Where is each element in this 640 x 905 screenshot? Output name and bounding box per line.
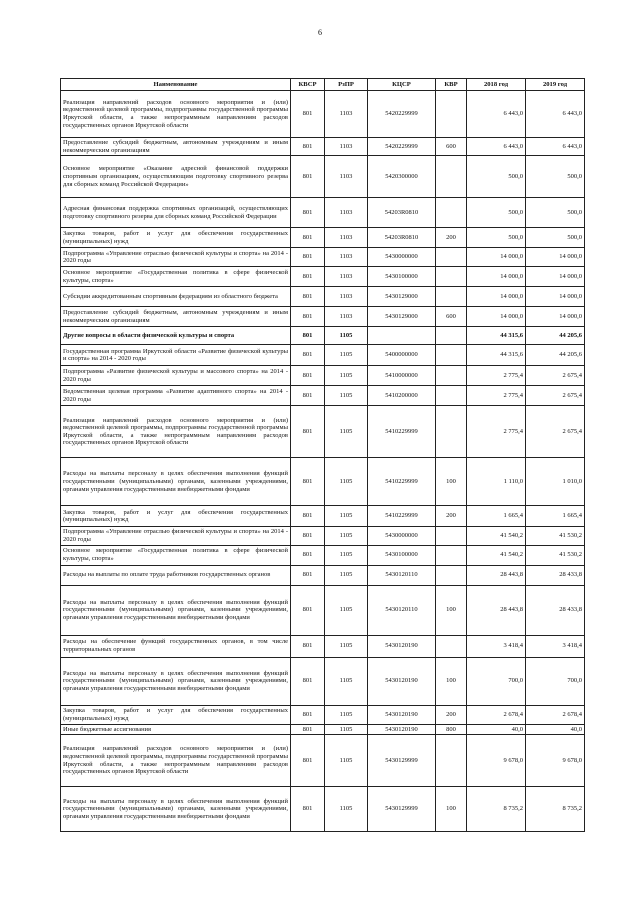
row-rzpr-cell: 1105	[325, 565, 368, 585]
header-kcsr: КЦСР	[368, 79, 436, 91]
row-rzpr-cell: 1105	[325, 585, 368, 635]
row-2019-cell: 2 675,4	[526, 406, 585, 458]
table-row	[61, 386, 585, 406]
row-name-cell: Закупка товаров, работ и услуг для обеспечения государственных (муниципальных) нужд	[61, 228, 291, 248]
row-kcsr-cell: 5420229999	[368, 91, 436, 138]
table-row	[61, 287, 585, 307]
row-kvsr-cell: 801	[291, 248, 325, 267]
row-kvr-cell	[436, 248, 467, 267]
row-kvr-cell: 200	[436, 705, 467, 724]
row-name-cell: Предоставление субсидий бюджетным, автономным учреждениям и иным некоммерческим организациям	[61, 307, 291, 327]
row-kcsr-cell: 5430000000	[368, 248, 436, 267]
table-row	[61, 724, 585, 735]
row-name-cell: Расходы на выплаты по оплате труда работников государственных органов	[61, 565, 291, 585]
row-kcsr-cell: 5430129999	[368, 787, 436, 832]
row-2019-cell: 6 443,0	[526, 91, 585, 138]
row-2018-cell: 3 418,4	[467, 635, 526, 657]
table-row	[61, 545, 585, 565]
row-name-cell: Реализация направлений расходов основного мероприятия и (или) ведомственной целевой программы, подпрограммы государственной программы Иркутской области, а также непрограммным направлениям расходов государственных органов Иркутской области	[61, 735, 291, 787]
budget-table	[60, 78, 585, 832]
table-row	[61, 657, 585, 705]
table-row	[61, 735, 585, 787]
header-kvsr: КВСР	[291, 79, 325, 91]
row-2019-cell: 44 205,6	[526, 327, 585, 345]
row-2019-cell: 9 678,0	[526, 735, 585, 787]
row-kvr-cell	[436, 198, 467, 228]
row-kvr-cell: 100	[436, 657, 467, 705]
row-2018-cell: 44 315,6	[467, 345, 526, 366]
row-2019-cell: 3 418,4	[526, 635, 585, 657]
row-kvsr-cell: 801	[291, 527, 325, 545]
row-kcsr-cell: 54203R0810	[368, 228, 436, 248]
row-rzpr-cell: 1105	[325, 345, 368, 366]
row-2019-cell: 6 443,0	[526, 138, 585, 156]
row-2018-cell: 2 775,4	[467, 406, 526, 458]
header-2018: 2018 год	[467, 79, 526, 91]
table-row	[61, 248, 585, 267]
table-row	[61, 787, 585, 832]
row-kvr-cell	[436, 565, 467, 585]
table-row	[61, 406, 585, 458]
row-2018-cell: 2 775,4	[467, 366, 526, 386]
row-kcsr-cell: 5400000000	[368, 345, 436, 366]
row-kvr-cell: 600	[436, 307, 467, 327]
table-row	[61, 527, 585, 545]
row-name-cell: Подпрограмма «Управление отраслью физической культуры и спорта» на 2014 - 2020 годы	[61, 527, 291, 545]
row-kcsr-cell: 5430129000	[368, 307, 436, 327]
row-name-cell: Другие вопросы в области физической культуры и спорта	[61, 327, 291, 345]
row-name-cell: Расходы на выплаты персоналу в целях обеспечения выполнения функций государственными (муниципальными) органами, казенными учреждениями, органами управления государственными внебюджетными фондами	[61, 787, 291, 832]
row-kvsr-cell: 801	[291, 635, 325, 657]
row-2019-cell: 700,0	[526, 657, 585, 705]
row-name-cell: Расходы на выплаты персоналу в целях обеспечения выполнения функций государственными (муниципальными) органами, казенными учреждениями, органами управления государственными внебюджетными фондами	[61, 657, 291, 705]
header-2019: 2019 год	[526, 79, 585, 91]
row-kcsr-cell: 5420229999	[368, 138, 436, 156]
row-2018-cell: 8 735,2	[467, 787, 526, 832]
row-kcsr-cell: 5430120190	[368, 635, 436, 657]
row-kvr-cell	[436, 366, 467, 386]
row-2019-cell: 2 675,4	[526, 386, 585, 406]
table-row	[61, 267, 585, 287]
row-2018-cell: 40,0	[467, 724, 526, 735]
table-row	[61, 91, 585, 138]
row-2018-cell: 14 000,0	[467, 267, 526, 287]
row-2019-cell: 40,0	[526, 724, 585, 735]
row-kvsr-cell: 801	[291, 386, 325, 406]
row-2018-cell: 6 443,0	[467, 91, 526, 138]
row-kvsr-cell: 801	[291, 228, 325, 248]
row-2019-cell: 44 205,6	[526, 345, 585, 366]
row-kvsr-cell: 801	[291, 307, 325, 327]
row-kcsr-cell: 5410229999	[368, 458, 436, 506]
row-kvsr-cell: 801	[291, 198, 325, 228]
row-name-cell: Подпрограмма «Управление отраслью физической культуры и спорта» на 2014 - 2020 годы	[61, 248, 291, 267]
row-kvsr-cell: 801	[291, 787, 325, 832]
row-kvsr-cell: 801	[291, 506, 325, 527]
row-rzpr-cell: 1103	[325, 156, 368, 198]
row-rzpr-cell: 1105	[325, 635, 368, 657]
table-body	[61, 91, 585, 832]
row-kcsr-cell: 5430120110	[368, 585, 436, 635]
row-2018-cell: 6 443,0	[467, 138, 526, 156]
row-kvr-cell: 200	[436, 228, 467, 248]
row-name-cell: Расходы на выплаты персоналу в целях обеспечения выполнения функций государственными (муниципальными) органами, казенными учреждениями, органами управления государственными внебюджетными фондами	[61, 458, 291, 506]
row-name-cell: Закупка товаров, работ и услуг для обеспечения государственных (муниципальных) нужд	[61, 705, 291, 724]
row-2019-cell: 2 678,4	[526, 705, 585, 724]
row-kvsr-cell: 801	[291, 724, 325, 735]
row-kvsr-cell: 801	[291, 327, 325, 345]
row-kvsr-cell: 801	[291, 545, 325, 565]
row-2018-cell: 9 678,0	[467, 735, 526, 787]
header-kvr: КВР	[436, 79, 467, 91]
row-2018-cell: 41 540,2	[467, 545, 526, 565]
row-2019-cell: 500,0	[526, 156, 585, 198]
row-2018-cell: 1 110,0	[467, 458, 526, 506]
row-kcsr-cell: 5430120110	[368, 565, 436, 585]
row-kvr-cell	[436, 386, 467, 406]
row-2018-cell: 2 678,4	[467, 705, 526, 724]
row-rzpr-cell: 1105	[325, 735, 368, 787]
row-kvr-cell	[436, 635, 467, 657]
row-kvsr-cell: 801	[291, 138, 325, 156]
row-kvr-cell: 600	[436, 138, 467, 156]
row-name-cell: Предоставление субсидий бюджетным, автономным учреждениям и иным некоммерческим организациям	[61, 138, 291, 156]
row-kvsr-cell: 801	[291, 565, 325, 585]
row-kcsr-cell: 5430120190	[368, 724, 436, 735]
row-2019-cell: 1 665,4	[526, 506, 585, 527]
table-row	[61, 366, 585, 386]
row-2018-cell: 700,0	[467, 657, 526, 705]
table-row	[61, 565, 585, 585]
row-2018-cell: 500,0	[467, 198, 526, 228]
row-rzpr-cell: 1105	[325, 327, 368, 345]
row-2019-cell: 14 000,0	[526, 248, 585, 267]
table-row	[61, 345, 585, 366]
row-2019-cell: 1 010,0	[526, 458, 585, 506]
table-row	[61, 327, 585, 345]
page-number: 6	[318, 28, 322, 37]
table-row	[61, 228, 585, 248]
row-2019-cell: 41 530,2	[526, 527, 585, 545]
row-kvsr-cell: 801	[291, 366, 325, 386]
row-name-cell: Государственная программа Иркутской области «Развитие физической культуры и спорта» на 2014 - 2020 годы	[61, 345, 291, 366]
row-2019-cell: 14 000,0	[526, 267, 585, 287]
row-rzpr-cell: 1103	[325, 307, 368, 327]
row-kcsr-cell: 5410000000	[368, 366, 436, 386]
row-kvsr-cell: 801	[291, 267, 325, 287]
table-row	[61, 585, 585, 635]
row-kcsr-cell: 5430100000	[368, 267, 436, 287]
row-kcsr-cell: 54203R0810	[368, 198, 436, 228]
row-2019-cell: 500,0	[526, 198, 585, 228]
row-name-cell: Адресная финансовая поддержка спортивных организаций, осуществляющих подготовку спортивного резерва для сборных команд Российской Федерации	[61, 198, 291, 228]
row-kvr-cell	[436, 267, 467, 287]
row-kvsr-cell: 801	[291, 585, 325, 635]
row-rzpr-cell: 1105	[325, 366, 368, 386]
row-rzpr-cell: 1105	[325, 724, 368, 735]
row-2018-cell: 14 000,0	[467, 248, 526, 267]
row-name-cell: Реализация направлений расходов основного мероприятия и (или) ведомственной целевой программы, подпрограммы государственной программы Иркутской области, а также непрограммным направлениям расходов государственных органов Иркутской области	[61, 406, 291, 458]
row-2019-cell: 8 735,2	[526, 787, 585, 832]
table-row	[61, 458, 585, 506]
row-kvr-cell	[436, 735, 467, 787]
row-kvsr-cell: 801	[291, 156, 325, 198]
header-name: Наименование	[61, 79, 291, 91]
row-2019-cell: 41 530,2	[526, 545, 585, 565]
row-2018-cell: 28 443,8	[467, 585, 526, 635]
row-name-cell: Подпрограмма «Развитие физической культуры и массового спорта» на 2014 - 2020 годы	[61, 366, 291, 386]
row-rzpr-cell: 1105	[325, 527, 368, 545]
row-kcsr-cell: 5430129000	[368, 287, 436, 307]
row-kcsr-cell: 5420300000	[368, 156, 436, 198]
row-2019-cell: 14 000,0	[526, 307, 585, 327]
row-kvr-cell	[436, 527, 467, 545]
row-kvr-cell: 100	[436, 458, 467, 506]
row-kvr-cell	[436, 345, 467, 366]
row-2018-cell: 2 775,4	[467, 386, 526, 406]
row-rzpr-cell: 1103	[325, 228, 368, 248]
row-name-cell: Реализация направлений расходов основного мероприятия и (или) ведомственной целевой программы, подпрограммы государственной программы Иркутской области, а также непрограммным направлениям расходов государственных органов Иркутской области	[61, 91, 291, 138]
row-rzpr-cell: 1105	[325, 458, 368, 506]
row-2019-cell: 2 675,4	[526, 366, 585, 386]
row-kvr-cell: 800	[436, 724, 467, 735]
row-2019-cell: 14 000,0	[526, 287, 585, 307]
row-2018-cell: 500,0	[467, 228, 526, 248]
row-kvr-cell: 100	[436, 787, 467, 832]
row-kvsr-cell: 801	[291, 458, 325, 506]
row-kvsr-cell: 801	[291, 91, 325, 138]
row-rzpr-cell: 1103	[325, 248, 368, 267]
row-kcsr-cell: 5430120190	[368, 657, 436, 705]
header-rzpr: РзПР	[325, 79, 368, 91]
table-header-row	[61, 79, 585, 91]
row-kvr-cell	[436, 327, 467, 345]
row-kvsr-cell: 801	[291, 705, 325, 724]
row-2018-cell: 41 540,2	[467, 527, 526, 545]
row-kvr-cell: 200	[436, 506, 467, 527]
table-row	[61, 307, 585, 327]
row-kcsr-cell: 5430129999	[368, 735, 436, 787]
row-rzpr-cell: 1105	[325, 787, 368, 832]
row-rzpr-cell: 1103	[325, 138, 368, 156]
row-name-cell: Основное мероприятие «Государственная политика в сфере физической культуры, спорта»	[61, 267, 291, 287]
row-rzpr-cell: 1105	[325, 705, 368, 724]
row-kvsr-cell: 801	[291, 345, 325, 366]
row-name-cell: Иные бюджетные ассигнования	[61, 724, 291, 735]
row-name-cell: Закупка товаров, работ и услуг для обеспечения государственных (муниципальных) нужд	[61, 506, 291, 527]
row-2018-cell: 14 000,0	[467, 307, 526, 327]
row-2019-cell: 28 433,8	[526, 565, 585, 585]
row-2019-cell: 28 433,8	[526, 585, 585, 635]
row-kcsr-cell: 5410229999	[368, 506, 436, 527]
table-row	[61, 635, 585, 657]
row-name-cell: Основное мероприятие «Оказание адресной финансовой поддержки спортивным организациям, осуществляющим подготовку спортивного резерва для сборных команд Российской Федерации»	[61, 156, 291, 198]
row-name-cell: Основное мероприятие «Государственная политика в сфере физической культуры, спорта»	[61, 545, 291, 565]
row-rzpr-cell: 1103	[325, 287, 368, 307]
table-row	[61, 156, 585, 198]
row-rzpr-cell: 1103	[325, 267, 368, 287]
row-kvr-cell: 100	[436, 585, 467, 635]
row-kvr-cell	[436, 545, 467, 565]
table-row	[61, 198, 585, 228]
row-kcsr-cell: 5430120190	[368, 705, 436, 724]
row-name-cell: Ведомственная целевая программа «Развитие адаптивного спорта» на 2014 - 2020 годы	[61, 386, 291, 406]
row-2018-cell: 14 000,0	[467, 287, 526, 307]
row-kcsr-cell: 5430100000	[368, 545, 436, 565]
row-name-cell: Субсидии аккредитованным спортивным федерациям из областного бюджета	[61, 287, 291, 307]
row-rzpr-cell: 1105	[325, 386, 368, 406]
row-2018-cell: 44 315,6	[467, 327, 526, 345]
row-kcsr-cell	[368, 327, 436, 345]
row-2018-cell: 1 665,4	[467, 506, 526, 527]
table-row	[61, 506, 585, 527]
row-rzpr-cell: 1103	[325, 91, 368, 138]
row-kvr-cell	[436, 406, 467, 458]
row-kvsr-cell: 801	[291, 406, 325, 458]
row-2018-cell: 500,0	[467, 156, 526, 198]
row-kvr-cell	[436, 287, 467, 307]
row-rzpr-cell: 1105	[325, 545, 368, 565]
row-2019-cell: 500,0	[526, 228, 585, 248]
row-kcsr-cell: 5410229999	[368, 406, 436, 458]
row-kvsr-cell: 801	[291, 287, 325, 307]
row-kvr-cell	[436, 91, 467, 138]
row-kvsr-cell: 801	[291, 657, 325, 705]
row-rzpr-cell: 1105	[325, 406, 368, 458]
row-kvsr-cell: 801	[291, 735, 325, 787]
row-rzpr-cell: 1105	[325, 657, 368, 705]
row-name-cell: Расходы на выплаты персоналу в целях обеспечения выполнения функций государственными (муниципальными) органами, казенными учреждениями, органами управления государственными внебюджетными фондами	[61, 585, 291, 635]
row-kcsr-cell: 5430000000	[368, 527, 436, 545]
row-name-cell: Расходы на обеспечение функций государственных органов, в том числе территориальных органов	[61, 635, 291, 657]
table-row	[61, 705, 585, 724]
row-2018-cell: 28 443,8	[467, 565, 526, 585]
row-kvr-cell	[436, 156, 467, 198]
row-rzpr-cell: 1103	[325, 198, 368, 228]
row-rzpr-cell: 1105	[325, 506, 368, 527]
table-row	[61, 138, 585, 156]
row-kcsr-cell: 5410200000	[368, 386, 436, 406]
